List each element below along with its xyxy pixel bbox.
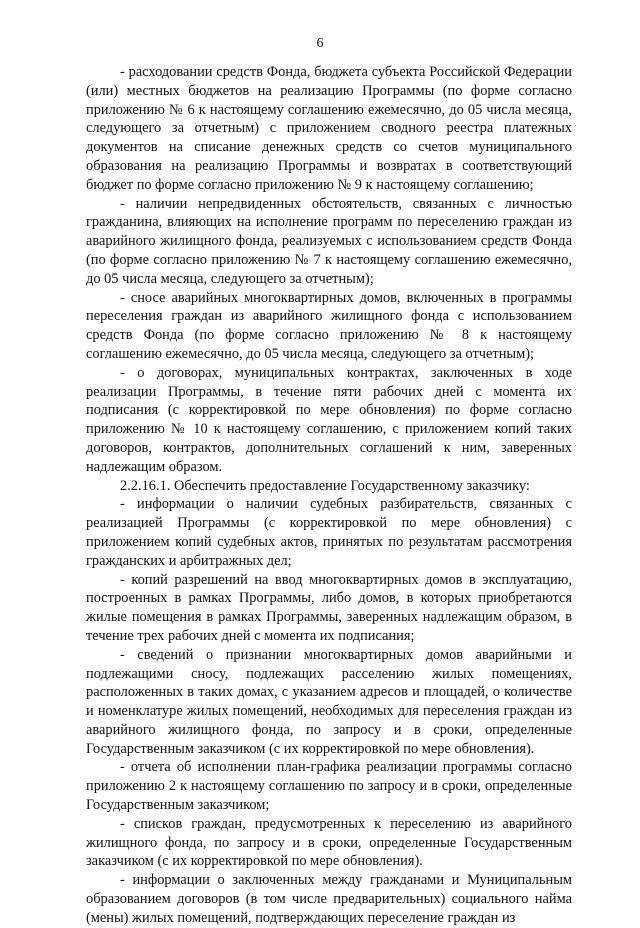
paragraph-court-proceedings: - информации о наличии судебных разбирательств, связанных с реализацией Программы (с корректировкой по мере обновления) с приложением копий судебных актов, принятых по результатам рассмотрения гражданских и арбитражных дел;	[86, 496, 572, 569]
paragraph-section-heading: 2.2.16.1. Обеспечить предоставление Государственному заказчику:	[120, 477, 530, 494]
paragraph-contracts: - о договорах, муниципальных контрактах, заключенных в ходе реализации Программы, в течение пяти рабочих дней с момента их подписания (с корректировкой по мере обновления) по форме согласно приложению № 10 к настоящему соглашению, с приложением копий таких договоров, контрактов, дополнительных соглашений к ним, заверенных надлежащим образом.	[86, 364, 572, 475]
paragraph-unforeseen-circumstances: - наличии непредвиденных обстоятельств, связанных с личностью гражданина, влияющих на исполнение программ по переселению граждан из аварийного жилищного фонда, реализуемых с использованием средств Фонда (по форме согласно приложению № 7 к настоящему соглашению ежемесячно, до 05 числа месяца, следующего за отчетным);	[86, 195, 572, 287]
document-body	[86, 63, 572, 928]
paragraph-social-lease: - информации о заключенных между гражданами и Муниципальным образованием договоров (в том числе предварительных) социального найма (мены) жилых помещений, подтверждающих переселение граждан из	[86, 872, 572, 926]
paragraph-commissioning-permits: - копий разрешений на ввод многоквартирных домов в эксплуатацию, построенных в рамках Программы, либо домов, в которых приобретаются жилые помещения в рамках Программы, заверенных надлежащим образом, в течение трех рабочих дней с момента их подписания;	[86, 571, 572, 644]
paragraph-resettlement-lists: - списков граждан, предусмотренных к переселению из аварийного жилищного фонда, по запросу и в сроки, определенные Государственным заказчиком (с их корректировкой по мере обновления).	[86, 815, 572, 870]
paragraph-schedule-report: - отчета об исполнении план-графика реализации программы согласно приложению 2 к настоящему соглашению по запросу и в сроки, определенные Государственным заказчиком;	[86, 759, 572, 814]
paragraph-fund-spending: - расходовании средств Фонда, бюджета субъекта Российской Федерации (или) местных бюджетов на реализацию Программы (по форме согласно приложению № 6 к настоящему соглашению ежемесячно, до 05 числа месяца, следующего за отчетным) с приложением сводного реестра платежных документов на списание денежных средств со счетов муниципального образования на реализацию Программы и возвратах в соответствующий бюджет по форме согласно приложению № 9 к настоящему соглашению;	[86, 64, 572, 193]
paragraph-demolition: - сносе аварийных многоквартирных домов, включенных в программы переселения граждан из аварийного жилищного фонда с использованием средств Фонда (по форме согласно приложению № 8 к настоящему соглашению ежемесячно, до 05 числа месяца, следующего за отчетным);	[86, 289, 572, 362]
paragraph-emergency-recognition: - сведений о признании многоквартирных домов аварийными и подлежащими сносу, подлежащих расселению жилых помещениях, расположенных в таких домах, с указанием адресов и площадей, о количестве и номенклатуре жилых помещений, необходимых для переселения граждан из аварийного жилищного фонда, по запросу и в сроки, определенные Государственным заказчиком (с их корректировкой по мере обновления).	[86, 646, 572, 757]
page-number: 6	[316, 36, 324, 51]
